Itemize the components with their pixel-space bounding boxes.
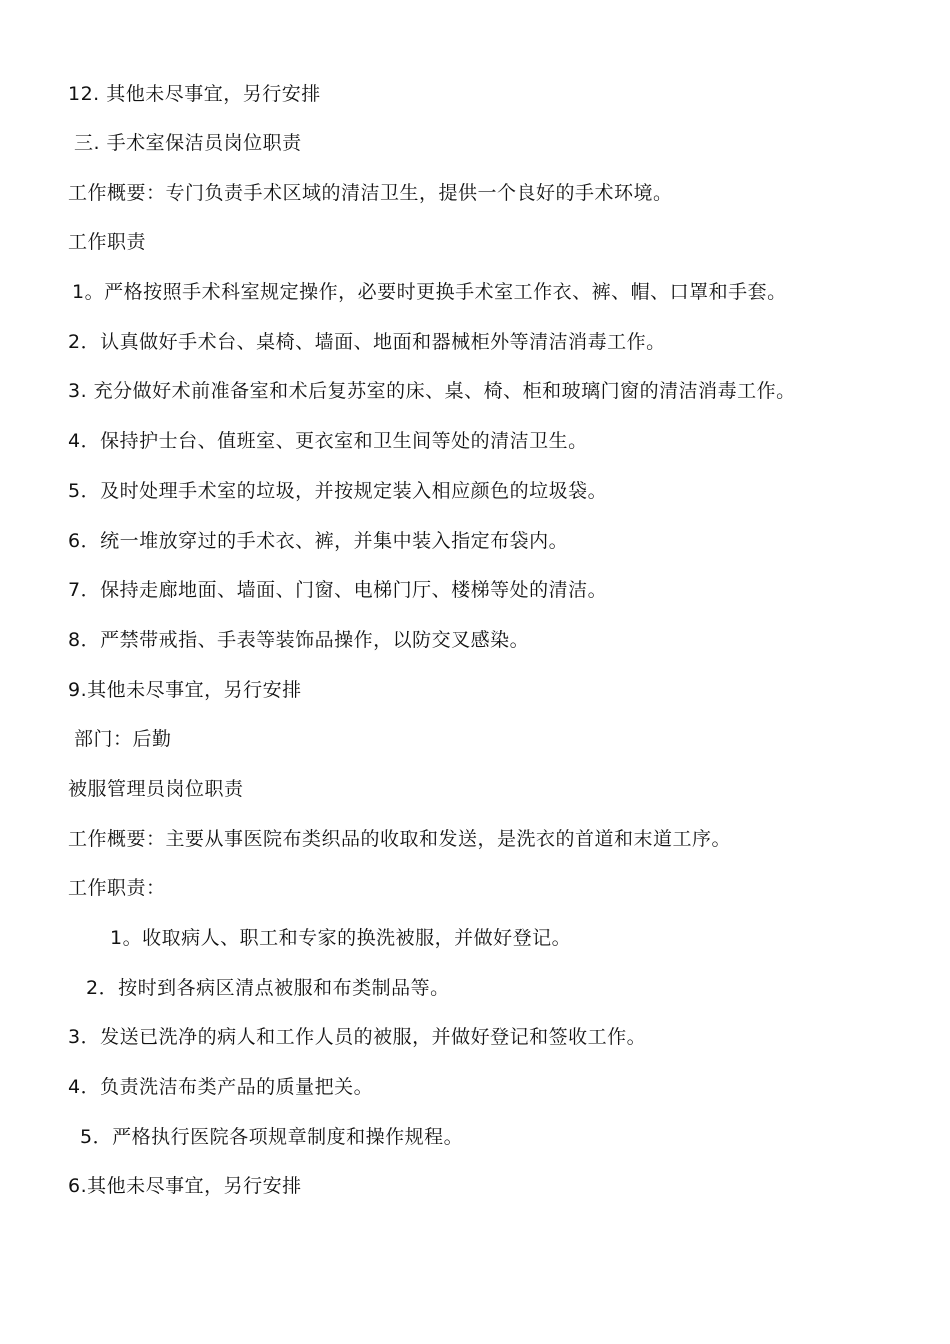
item-12-other-matters: 12. 其他未尽事宜，另行安排 — [68, 83, 321, 105]
linen-manager-duty-6: 6.其他未尽事宜，另行安排 — [68, 1175, 302, 1197]
linen-manager-heading: 被服管理员岗位职责 — [68, 778, 244, 800]
or-cleaner-duty-5: 5．及时处理手术室的垃圾，并按规定装入相应颜色的垃圾袋。 — [68, 480, 608, 502]
linen-manager-duty-5: 5．严格执行医院各项规章制度和操作规程。 — [80, 1126, 464, 1148]
or-cleaner-duty-1: 1。严格按照手术科室规定操作，必要时更换手术室工作衣、裤、帽、口罩和手套。 — [72, 281, 787, 303]
linen-manager-duties-heading: 工作职责： — [68, 877, 166, 899]
or-cleaner-duty-6: 6．统一堆放穿过的手术衣、裤，并集中装入指定布袋内。 — [68, 530, 569, 552]
linen-manager-duty-1: 1。收取病人、职工和专家的换洗被服，并做好登记。 — [110, 927, 572, 949]
linen-manager-duty-3: 3．发送已洗净的病人和工作人员的被服，并做好登记和签收工作。 — [68, 1026, 647, 1048]
linen-manager-duty-4: 4．负责洗洁布类产品的质量把关。 — [68, 1076, 374, 1098]
or-cleaner-duty-8: 8．严禁带戒指、手表等装饰品操作，以防交叉感染。 — [68, 629, 530, 651]
section-heading-or-cleaner: 三. 手术室保洁员岗位职责 — [74, 132, 302, 154]
or-cleaner-duty-7: 7．保持走廊地面、墙面、门窗、电梯门厅、楼梯等处的清洁。 — [68, 579, 608, 601]
or-cleaner-overview: 工作概要：专门负责手术区域的清洁卫生，提供一个良好的手术环境。 — [68, 182, 673, 204]
or-cleaner-duties-heading: 工作职责 — [68, 231, 147, 253]
or-cleaner-duty-9: 9.其他未尽事宜，另行安排 — [68, 679, 302, 701]
or-cleaner-duty-2: 2．认真做好手术台、桌椅、墙面、地面和器械柜外等清洁消毒工作。 — [68, 331, 666, 353]
or-cleaner-duty-3: 3. 充分做好术前准备室和术后复苏室的床、桌、椅、柜和玻璃门窗的清洁消毒工作。 — [68, 380, 796, 402]
department-label: 部门：后勤 — [74, 728, 172, 750]
linen-manager-overview: 工作概要：主要从事医院布类织品的收取和发送，是洗衣的首道和末道工序。 — [68, 828, 732, 850]
or-cleaner-duty-4: 4．保持护士台、值班室、更衣室和卫生间等处的清洁卫生。 — [68, 430, 588, 452]
linen-manager-duty-2: 2．按时到各病区清点被服和布类制品等。 — [86, 977, 450, 999]
